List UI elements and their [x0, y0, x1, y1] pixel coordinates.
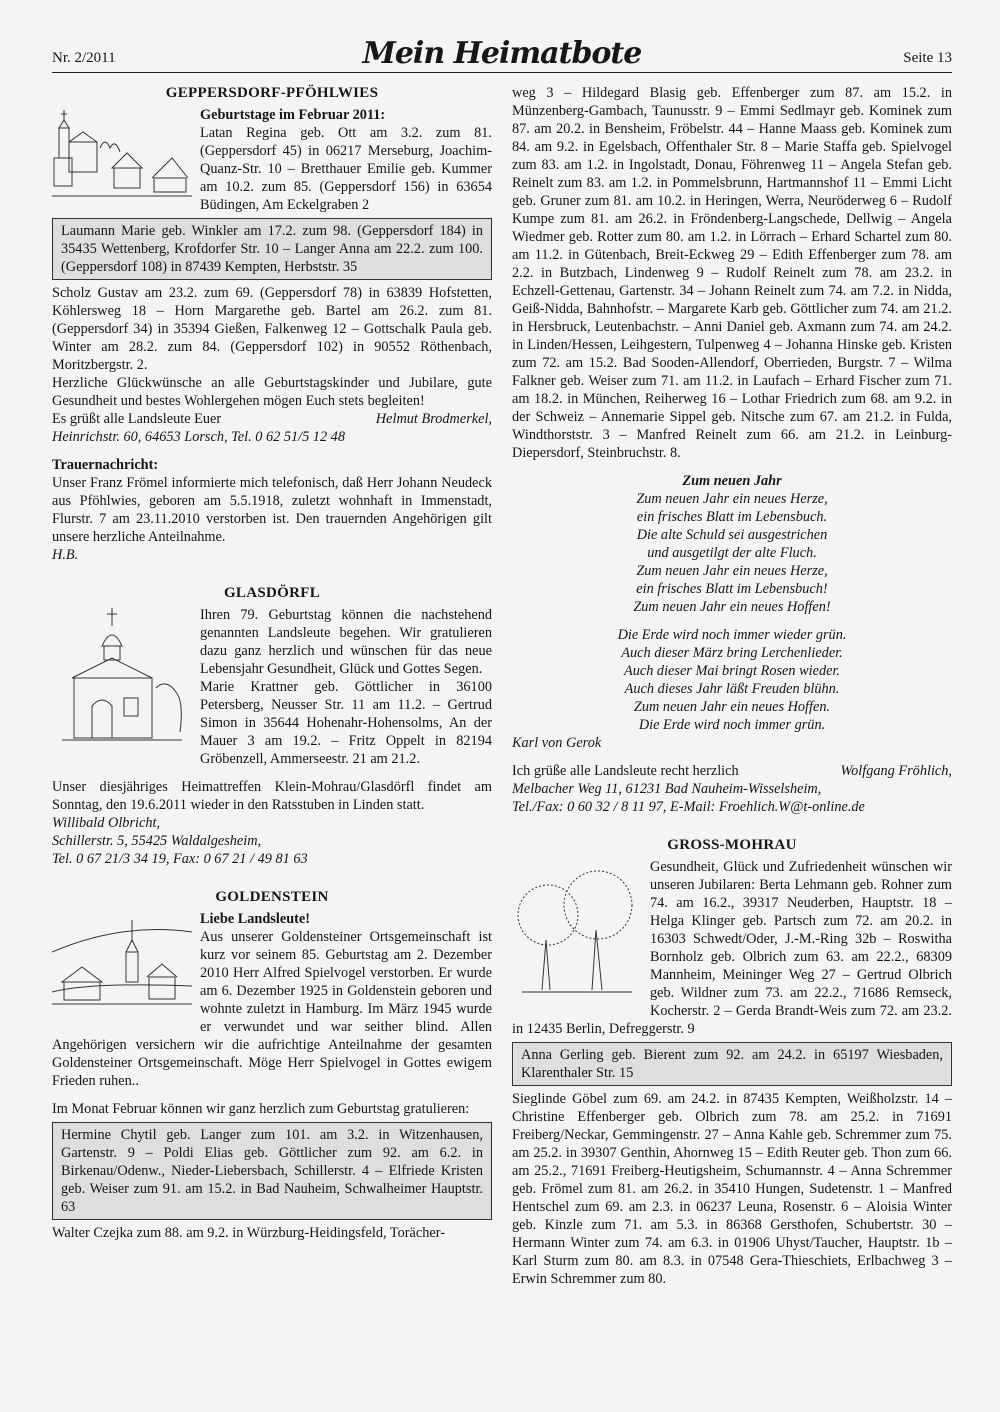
- right-sig-addr: Melbacher Weg 11, 61231 Bad Nauheim-Wisselsheim,: [512, 781, 822, 797]
- town-illustration-icon: [52, 912, 192, 1017]
- masthead: Mein Heimatbote: [362, 36, 642, 71]
- signature-name: Helmut Brodmerkel,: [375, 411, 492, 427]
- poem-line: ein frisches Blatt im Lebensbuch.: [636, 509, 828, 525]
- poem-line: ein frisches Blatt im Lebensbuch!: [636, 581, 828, 597]
- geppersdorf-intro-heading: Geburtstage im Februar 2011:: [200, 107, 386, 123]
- geppersdorf-signature-row: [52, 410, 492, 428]
- mourning-text: Unser Franz Frömel informierte mich telefonisch, daß Herr Johann Neudeck aus Pföhlwies, geboren am 5.5.1918, zuletzt wohnhaft in Immenstadt, Flurstr. 7 am 23.11.2010 verstorben ist. Den trauernden Angehörigen gilt unsere herzliche Anteilnahme.: [52, 475, 492, 545]
- chapel-illustration-icon: [52, 608, 192, 763]
- poem-line: Zum neuen Jahr ein neues Herze,: [636, 491, 828, 507]
- poem-line: Die Erde wird noch immer grün.: [638, 717, 826, 733]
- village-illustration-icon: [52, 108, 192, 208]
- poem: [512, 472, 952, 734]
- grossmohrau-highlight-box: Anna Gerling geb. Bierent zum 92. am 24.2. in 65197 Wiesbaden, Klarenthaler Str. 15: [512, 1042, 952, 1086]
- geppersdorf-wishes: Herzliche Glückwünsche an alle Geburtstagskinder und Jubilare, gute Gesundheit und bestes Wohlergehen mögen Euch stets begleiten!: [52, 375, 492, 409]
- poem-title: Zum neuen Jahr: [682, 473, 782, 489]
- right-sig-tel: Tel./Fax: 0 60 32 / 8 11 97, E-Mail: Froehlich.W@t-online.de: [512, 799, 865, 815]
- poem-line: und ausgetilgt der alte Fluch.: [647, 545, 817, 561]
- header-rule: [52, 72, 952, 73]
- left-column: [52, 84, 492, 1242]
- goldenstein-highlight-box: Hermine Chytil geb. Langer zum 101. am 3.2. in Witzenhausen, Gartenstr. 9 – Poldi Elias geb. Göttlicher zum 92. am 6.2. in Birkenau/Odenw., Nieder-Liebersbach, Schillerstr. 4 – Elfriede Kristen geb. Weiser zum 91. am 15.2. in Bad Nauheim, Schwalheimer Hauptstr. 63: [52, 1122, 492, 1220]
- greeting-text: Es grüßt alle Landsleute Euer: [52, 411, 222, 427]
- poem-line: Auch dieser Mai bringt Rosen wieder.: [623, 663, 840, 679]
- poem-line: Zum neuen Jahr ein neues Hoffen!: [633, 599, 831, 615]
- right-column: [512, 84, 952, 1288]
- poem-line: Zum neuen Jahr ein neues Hoffen.: [633, 699, 831, 715]
- right-sig-name: Wolfgang Fröhlich,: [840, 763, 952, 779]
- goldenstein-salutation: Liebe Landsleute!: [200, 911, 311, 927]
- goldenstein-obituary: Aus unserer Goldensteiner Ortsgemeinschaft ist kurz vor seinem 85. Geburtstag am 2. Dezember 2010 Herr Alfred Spielvogel verstorben. Er wurde am 6. Dezember 1925 in Goldenstein geboren und wohnte zuletzt in Hamburg. Im März 1945 wurde er verwundet und war seither blind. Allen Angehörigen versichern wir die aufrichtige Anteilnahme der gesamten Goldensteiner Ortsgemeinschaft. Möge Herr Spielvogel in Gottes ewigem Frieden ruhen..: [52, 929, 492, 1089]
- glasdoerfl-intro: Ihren 79. Geburtstag können die nachstehend genannten Landsleute begehen. Wir gratulieren dazu ganz herzlich und wünschen für das neue Lebensjahr Gesundheit, Glück und Gottes Segen.: [200, 607, 492, 677]
- glasdoerfl-sig-addr: Schillerstr. 5, 55425 Waldalgesheim,: [52, 833, 262, 849]
- section-title-goldenstein: GOLDENSTEIN: [215, 889, 329, 905]
- goldenstein-feb-intro: Im Monat Februar können wir ganz herzlich zum Geburtstag gratulieren:: [52, 1101, 470, 1117]
- trees-illustration-icon: [512, 860, 642, 1005]
- glasdoerfl-birthdays: Marie Krattner geb. Göttlicher in 36100 Petersberg, Neusser Str. 11 am 11.2. – Gertrud Simon in 35644 Hohenahr-Hohensolms, An der Mauer 3 am 19.2. – Fritz Oppelt in 82194 Gröbenzell, Ammerseestr. 21 am 21.2.: [200, 679, 492, 767]
- section-title-geppersdorf: GEPPERSDORF-PFÖHLWIES: [165, 85, 379, 101]
- geppersdorf-highlight-box: Laumann Marie geb. Winkler am 17.2. zum 98. (Geppersdorf 184) in 35435 Wettenberg, Krofdorfer Str. 10 – Langer Anna am 22.2. zum 100. (Geppersdorf 108) in 87439 Kempten, Herbststr. 35: [52, 218, 492, 280]
- poem-author: Karl von Gerok: [512, 735, 602, 751]
- glasdoerfl-sig-tel: Tel. 0 67 21/3 34 19, Fax: 0 67 21 / 49 81 63: [52, 851, 308, 867]
- right-greeting: Ich grüße alle Landsleute recht herzlich: [512, 763, 739, 779]
- page-header: [52, 36, 952, 72]
- glasdoerfl-meeting: Unser diesjähriges Heimattreffen Klein-Mohrau/Glasdörfl findet am Sonntag, den 19.6.2011 wieder in den Ratsstuben in Linden statt.: [52, 779, 492, 813]
- mourning-signature: H.B.: [52, 547, 79, 563]
- mourning-heading: Trauernachricht:: [52, 457, 159, 473]
- issue-number: Nr. 2/2011: [52, 50, 116, 66]
- section-title-glasdoerfl: GLASDÖRFL: [223, 585, 321, 601]
- poem-line: Zum neuen Jahr ein neues Herze,: [636, 563, 828, 579]
- signature-address: Heinrichstr. 60, 64653 Lorsch, Tel. 0 62 51/5 12 48: [52, 429, 345, 445]
- page-number: Seite 13: [903, 50, 952, 66]
- geppersdorf-birthdays: Latan Regina geb. Ott am 3.2. zum 81. (Geppersdorf 45) in 06217 Merseburg, Joachim-Quanz-Str. 10 – Bretthauer Emilie geb. Kummer am 10.2. zum 85. (Geppersdorf 156) in 63654 Büdingen, Am Eckelgraben 2: [200, 125, 492, 213]
- geppersdorf-more-birthdays: Scholz Gustav am 23.2. zum 69. (Geppersdorf 78) in 63839 Hofstetten, Köhlersweg 18 – Horn Margarethe geb. Bartel am 26.2. zum 81. (Geppersdorf 34) in 35394 Gießen, Falkenweg 12 – Gottschalk Paula geb. Winter am 28.2. zum 84. (Geppersdorf 102) in 90552 Röthenbach, Moritzbergstr. 2.: [52, 285, 492, 373]
- poem-line: Die Erde wird noch immer wieder grün.: [617, 627, 847, 643]
- goldenstein-continuation: weg 3 – Hildegard Blasig geb. Effenberger zum 87. am 15.2. in Münzenberg-Gambach, Taunusstr. 9 – Emmi Sedlmayr geb. Kominek zum 87. am 20.2. in Bensheim, Fröbelstr. 44 – Hanne Maass geb. Kominek zum 84. am 9.2. in Egelsbach, Offenthaler Str. 8 – Marie Staffa geb. Spielvogel zum 83. am 1.2. in Ingolstadt, Donau, Föhrenweg 11 – Angela Stefan geb. Reinelt zum 83. am 1.2. in Pommelsbrunn, Hartmannshof 11 – Emmi Licht geb. Gruner zum 81. am 10.2. in Heringen, Werra, Neuröderweg 6 – Rudolf Kumpe zum 81. am 26.2. in Fröndenberg-Langschede, Dellwig – Angela Wiedmer geb. Rotter zum 80. am 1.2. in Lörrach – Erhard Schartel zum 80. am 11.2. in Gütenbach, Breit-Eckweg 29 – Edith Effenberger zum 78. am 2.2. in Butzbach, Lindenweg 9 – Rudolf Reinelt zum 78. am 23.2. in Echzell-Gettenau, Gartenstr. 34 – Johann Reinelt zum 74. am 7.2. in Nidda, Geiß-Nidda, Bahnhofstr. – Margarete Karb geb. Göttlicher zum 74. am 21.2. in Hersbruck, Leutenbachstr. – Anni Daniel geb. Axmann zum 74. am 24.2. in Linden/Hessen, Leihgestern, Tulpenweg 4 – Johanna Hinske geb. Kristen zum 72. am 15.2. Bad Sooden-Allendorf, Oberrieden, Burgstr. 7 – Wilma Falkner geb. Weiser zum 71. am 11.2. in Laufach – Erhard Fischer zum 71. am 18.2. in München, Reiherweg 16 – Lothar Friedrich zum 68. am 9.2. in der Schweiz – Annemarie Sippel geb. Nitsche zum 67. am 21.2. in Fulda, Windthorststr. 3 – Manfred Reinelt zum 66. am 21.2. in Leinburg-Diepersdorf, Steinbruchstr. 8.: [512, 85, 952, 461]
- poem-line: Die alte Schuld sei ausgestrichen: [636, 527, 828, 543]
- goldenstein-last-line: Walter Czejka zum 88. am 9.2. in Würzburg-Heidingsfeld, Torächer-: [52, 1225, 445, 1241]
- section-title-grossmohrau: GROSS-MOHRAU: [667, 837, 797, 853]
- grossmohrau-more-birthdays: Sieglinde Göbel zum 69. am 24.2. in 87435 Kempten, Weißholzstr. 14 – Christine Effenberger geb. Olbrich zum 78. am 25.2. in 71691 Freiberg/Neckar, Gemmingenstr. 27 – Anna Kahle geb. Schremmer zum 75. am 25.2. in 39307 Genthin, Ahornweg 15 – Edith Reuter geb. Thon zum 66. am 25.2., 71691 Freiberg-Heutigsheim, Schumannstr. 4 – Anna Schremmer geb. Frömel zum 81. am 26.2. in 35410 Hungen, Sudetenstr. 1 – Manfred Hentschel zum 69. am 2.3. in 06237 Leuna, Rosenstr. 6 – Aloisia Winter geb. Kinzle zum 71. am 5.3. in 86368 Gersthofen, Schubertstr. 30 – Hermann Winter zum 74. am 6.3. in 01906 Uhyst/Taucher, Hauptstr. 1b – Karl Sturm zum 80. am 8.3. in 07548 Gera-Thieschiets, Erlbachweg 3 – Erwin Schremmer zum 80.: [512, 1091, 952, 1287]
- poem-line: Auch dieses Jahr läßt Freuden blühn.: [624, 681, 840, 697]
- grossmohrau-birthdays: Gesundheit, Glück und Zufriedenheit wünschen wir unseren Jubilaren: Berta Lehmann geb. Rohner zum 74. am 16.2., 39317 Neuderben, Hauptstr. 18 – Helga Klinger geb. Partsch zum 72. am 20.2. in 16303 Schwedt/Oder, J.-M.-Ring 32b – Roswitha Bornholz geb. Olbrich zum 63. am 22.2., 68309 Mannheim, Meininger Weg 27 – Gertrud Olbrich geb. Wildner zum 73. am 22.2., 71686 Remseck, Kocherstr. 2 – Gerda Brandt-Weis zum 72. am 23.2. in 12435 Berlin, Defreggerstr. 9: [512, 859, 952, 1037]
- right-signature-row: [512, 762, 952, 780]
- poem-line: Auch dieser März bring Lerchenlieder.: [621, 645, 843, 661]
- glasdoerfl-sig-name: Willibald Olbricht,: [52, 815, 161, 831]
